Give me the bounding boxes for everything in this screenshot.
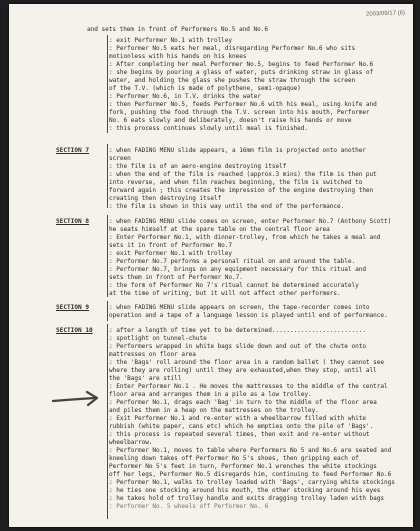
intro-line: of the T.V. (which is made of polythene, semi-opaque) (109, 85, 301, 92)
intro-line: fork, pushing the food through the T.V. screen into his mouth, Performer (109, 109, 370, 116)
section-10-line: rubbish (white paper, cans etc) which he empties onto the pile of 'Bags'. (109, 423, 374, 430)
intro-line: : exit Performer No.1 with trolley (109, 37, 233, 44)
intro-line: and sets them in front of Performers No.5 and No.6 (87, 26, 268, 33)
section-8-line: : the form of Performer No 7's ritual cannot be determined accurately (109, 282, 359, 289)
section-10-line: : Performer No.1, drags each 'Bag' in turn to the middle of the floor area (109, 399, 377, 406)
section-10-line: : the 'Bags' roll around the floor area in a random ballet ( they cannot see (109, 359, 385, 366)
section-7-line: into reverse, and when film reaches beginning, the film is switched to (109, 179, 363, 186)
section-8-line: : exit Performer No.1 with trolley (109, 250, 233, 257)
section-10-line: where they are rolling) until they are exhausted,when they stop, until all (109, 367, 377, 374)
section-7-line: creating then destroying itself (109, 195, 222, 202)
section-10-line: floor area and arranges them in a pile as a low trolley. (109, 391, 312, 398)
section-9-line: operation and a tape of a language lesson is played until end of performance. (109, 312, 388, 319)
section-8-line: : when FADING MENU slide comes on screen, enter Performer No.7 (Anthony Scott) (109, 218, 392, 225)
intro-line: : this process continues slowly until meal is finished. (109, 125, 309, 132)
section-10-line: : this process is repeated several times, then exit and re-enter without (109, 431, 370, 438)
margin-rule (107, 35, 108, 133)
intro-line: water, and holding the glass she pushes the straw through the screen (109, 77, 356, 84)
section-10-line: off her legs, Performer No.5 disregards him, continuing to feed Performer No.6 (109, 471, 392, 478)
section-8-line: : Performer No.7 performs a personal ritual on and around the table. (109, 258, 356, 265)
section-10-line: : Performer No. 5 wheels off Performer No. 6 (109, 503, 269, 510)
section-8-line: he seats himself at the spare table on the central floor area (109, 226, 330, 233)
section-10-label: SECTION 10 (56, 327, 93, 334)
section-10-line: kneeling down takes off Performer No 5's shoes, then gripping each of (109, 455, 359, 462)
section-8-label: SECTION 8 (56, 218, 90, 225)
section-10-line: : Exit Performer No.1 and re-enter with a wheelbarrow filled with white (109, 415, 366, 422)
intro-line: : After completing her meal Performer No.5, begins to feed Performer No.6 (109, 61, 374, 68)
section-10-line: : Performer No.1, walks to trolley loaded with 'Bags', carrying white stockings (109, 479, 395, 486)
section-8-line: : Enter Performer No.1, with dinner-trolley, from which he takes a meal and (109, 234, 381, 241)
section-10-line: wheelbarrow. (109, 439, 153, 446)
section-7-line: : when FADING MENU slide appears, a 16mm film is projected onto another (109, 147, 366, 154)
section-10-line: : he takes hold of trolley handle and exits dragging trolley laden with bags (109, 495, 385, 502)
section-7-line: : the film is shown in this way until the end of the performance. (109, 203, 345, 210)
section-7-line: : the film is of an aero-engine destroying itself (109, 163, 287, 170)
section-8-line: at the time of writing, but it will not affect other performers. (109, 290, 341, 297)
intro-line: : then Performer No.5, feeds Performer No.6 with his meal, using knife and (109, 101, 377, 108)
section-10-line: and piles them in a heap on the mattresses on the trolley. (109, 407, 319, 414)
section-10-line: : spotlight on tunnel-chute (109, 335, 207, 342)
section-7-line: : when the end of the film is reached (approx.3 mins) the film is then put (109, 171, 377, 178)
section-10-line: : Performers wrapped in white bags slide down and out of the chute onto (109, 343, 366, 350)
section-8-line: sets them in front of Performer No.7. (109, 274, 243, 281)
section-7-line: forward again ; this creates the impression of the engine destroying then (109, 187, 374, 194)
section-10-line: : Enter Performer No.1 . He moves the mattresses to the middle of the central (109, 383, 388, 390)
intro-line: No. 6 eats slowly and deliberately, doesn't raise his hands or move (109, 117, 352, 124)
margin-rule (107, 144, 108, 208)
hand-drawn-arrow-icon (51, 389, 103, 409)
intro-line: motionless with his hands on his knees (109, 53, 247, 60)
section-10-line: Performer No 5's feet in turn, Performer No.1 wrenches the white stockings (109, 463, 377, 470)
archive-code: 2003/09/17 (6) (365, 10, 406, 18)
section-7-label: SECTION 7 (56, 147, 90, 154)
section-10-line: : Performer No.1, moves to table where Performers No 5 and No.6 are seated and (109, 447, 392, 454)
section-10-line: mattresses on floor area (109, 351, 196, 358)
section-9-label: SECTION 9 (56, 304, 90, 311)
margin-rule (107, 301, 108, 321)
margin-rule (107, 324, 108, 519)
margin-rule (107, 215, 108, 297)
section-10-line: : he ties one stocking around his mouth, the other stocking around his eyes (109, 487, 381, 494)
section-8-line: : Performer No.7, brings on any equipment necessary for this ritual and (109, 266, 366, 273)
section-7-line: screen (109, 155, 131, 162)
intro-line: : Performer No.5 eats her meal, disregarding Performer No.6 who sits (109, 45, 356, 52)
section-10-line: : after a length of time yet to be determined.......................... (109, 327, 366, 334)
section-10-line: the 'Bags' are still (109, 375, 182, 382)
section-9-line: : when FADING MENU slide appears on screen, the tape-recorder comes into (109, 304, 370, 311)
intro-line: : Performer No.6, in T.V. drinks the water (109, 93, 261, 100)
document-page (9, 4, 413, 527)
section-8-line: sets it in front of Performer No.7 (109, 242, 233, 249)
intro-line: : she begins by pouring a glass of water, puts drinking straw in glass of (109, 69, 374, 76)
